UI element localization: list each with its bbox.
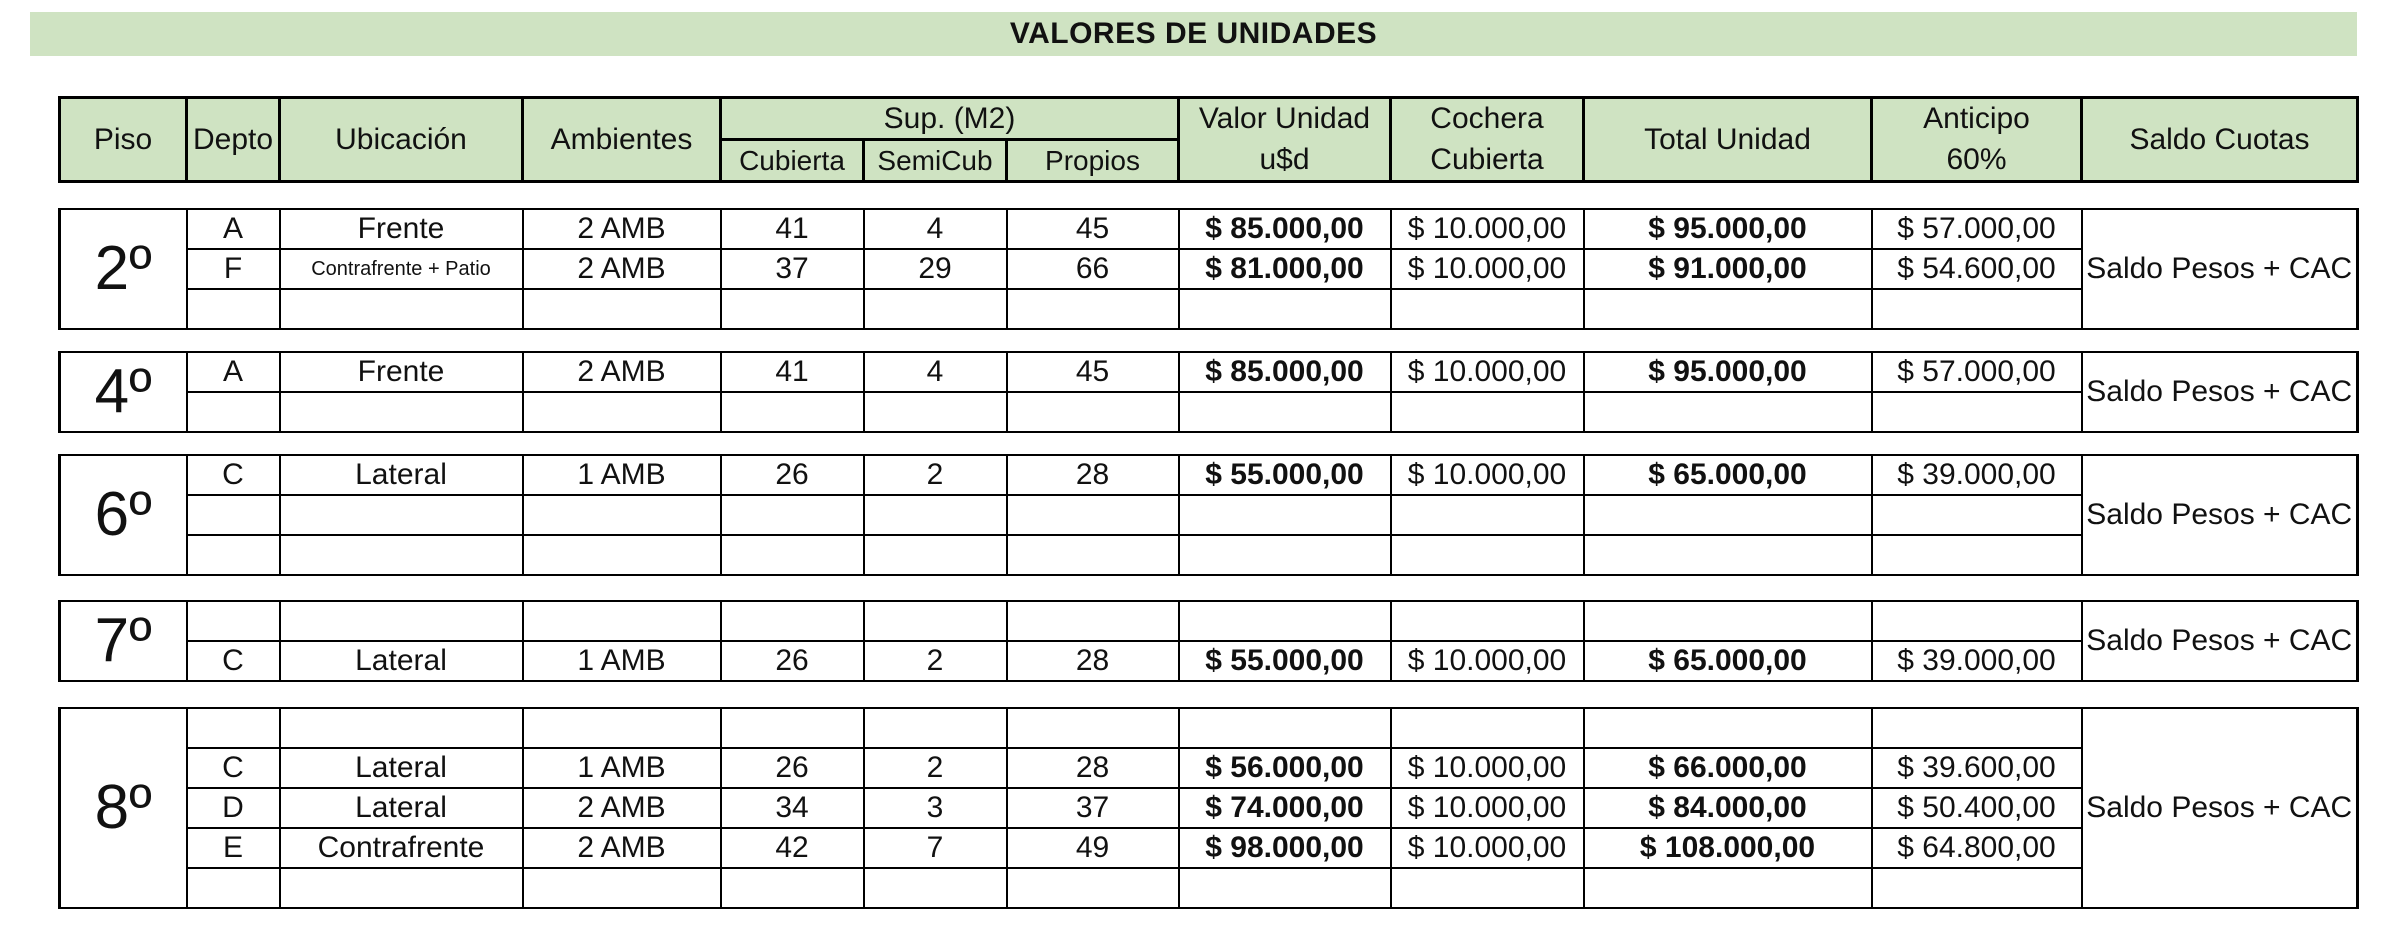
header-cochera-line1: Cochera <box>1430 102 1544 135</box>
cell-propios: 66 <box>1007 249 1179 289</box>
cell-cochera: $ 10.000,00 <box>1391 748 1584 788</box>
cell-propios: 49 <box>1007 828 1179 868</box>
cell-anticipo: $ 54.600,00 <box>1872 249 2082 289</box>
cell-ubicacion: Lateral <box>280 641 523 681</box>
cell-ubicacion: Contrafrente <box>280 828 523 868</box>
cell-semicub: 2 <box>864 455 1007 495</box>
cell-depto: A <box>187 352 280 392</box>
table-row-empty <box>60 708 2358 748</box>
cell-depto: C <box>187 455 280 495</box>
cell-depto: C <box>187 748 280 788</box>
cell-ambientes: 2 AMB <box>523 828 721 868</box>
cell-anticipo: $ 64.800,00 <box>1872 828 2082 868</box>
header-anticipo <box>1872 98 2082 182</box>
cell-ubicacion: Frente <box>280 352 523 392</box>
cell-ambientes: 2 AMB <box>523 352 721 392</box>
header-piso: Piso <box>60 98 187 182</box>
cell-total: $ 66.000,00 <box>1584 748 1872 788</box>
cell-propios: 28 <box>1007 641 1179 681</box>
cell-cochera: $ 10.000,00 <box>1391 641 1584 681</box>
table-row <box>60 352 2358 392</box>
table-row-empty <box>60 868 2358 908</box>
table-row <box>60 455 2358 495</box>
cell-valor: $ 74.000,00 <box>1179 788 1391 828</box>
header-ubicacion: Ubicación <box>280 98 523 182</box>
cell-saldo: Saldo Pesos + CAC <box>2082 352 2358 432</box>
cell-cubierta: 26 <box>721 641 864 681</box>
cell-saldo: Saldo Pesos + CAC <box>2082 601 2358 681</box>
cell-ambientes: 2 AMB <box>523 209 721 249</box>
cell-cubierta: 37 <box>721 249 864 289</box>
table-row <box>60 748 2358 788</box>
cell-anticipo: $ 50.400,00 <box>1872 788 2082 828</box>
header-ambientes: Ambientes <box>523 98 721 182</box>
cell-propios: 45 <box>1007 209 1179 249</box>
cell-semicub: 3 <box>864 788 1007 828</box>
cell-semicub: 29 <box>864 249 1007 289</box>
table-row <box>60 788 2358 828</box>
cell-semicub: 4 <box>864 352 1007 392</box>
floor-label: 7º <box>60 601 187 681</box>
title-bar <box>30 12 2357 56</box>
cell-ubicacion: Contrafrente + Patio <box>280 249 523 289</box>
cell-total: $ 95.000,00 <box>1584 352 1872 392</box>
cell-depto: A <box>187 209 280 249</box>
header-propios: Propios <box>1007 140 1179 182</box>
header-valor-line1: Valor Unidad <box>1198 102 1371 135</box>
cell-cochera: $ 10.000,00 <box>1391 788 1584 828</box>
cell-ambientes: 1 AMB <box>523 748 721 788</box>
header-cochera-line2: Cubierta <box>1430 142 1544 176</box>
cell-cubierta: 34 <box>721 788 864 828</box>
floor-label: 2º <box>60 209 187 329</box>
cell-saldo: Saldo Pesos + CAC <box>2082 708 2358 908</box>
cell-ambientes: 2 AMB <box>523 788 721 828</box>
cell-total: $ 91.000,00 <box>1584 249 1872 289</box>
cell-ubicacion: Lateral <box>280 748 523 788</box>
header-cochera <box>1391 98 1584 182</box>
cell-depto: E <box>187 828 280 868</box>
header-depto: Depto <box>187 98 280 182</box>
cell-propios: 37 <box>1007 788 1179 828</box>
cell-propios: 28 <box>1007 455 1179 495</box>
cell-semicub: 7 <box>864 828 1007 868</box>
table-row-empty <box>60 392 2358 432</box>
cell-depto: C <box>187 641 280 681</box>
cell-propios: 45 <box>1007 352 1179 392</box>
floor-group-8 <box>58 707 2359 909</box>
cell-semicub: 4 <box>864 209 1007 249</box>
cell-cochera: $ 10.000,00 <box>1391 828 1584 868</box>
cell-cubierta: 42 <box>721 828 864 868</box>
header-table <box>58 96 2359 183</box>
cell-ubicacion: Frente <box>280 209 523 249</box>
floor-group-4 <box>58 351 2359 433</box>
table-row-empty <box>60 495 2358 535</box>
cell-valor: $ 81.000,00 <box>1179 249 1391 289</box>
cell-ambientes: 1 AMB <box>523 455 721 495</box>
cell-valor: $ 55.000,00 <box>1179 455 1391 495</box>
cell-anticipo: $ 39.000,00 <box>1872 641 2082 681</box>
cell-cubierta: 41 <box>721 352 864 392</box>
header-anticipo-line2: 60% <box>1946 142 2007 176</box>
cell-saldo: Saldo Pesos + CAC <box>2082 455 2358 575</box>
cell-cubierta: 26 <box>721 455 864 495</box>
cell-ambientes: 2 AMB <box>523 249 721 289</box>
cell-valor: $ 55.000,00 <box>1179 641 1391 681</box>
table-row-empty <box>60 289 2358 329</box>
cell-propios: 28 <box>1007 748 1179 788</box>
header-anticipo-line1: Anticipo <box>1923 102 2030 135</box>
cell-total: $ 65.000,00 <box>1584 641 1872 681</box>
floor-label: 4º <box>60 352 187 432</box>
cell-saldo: Saldo Pesos + CAC <box>2082 209 2358 329</box>
header-cubierta: Cubierta <box>721 140 864 182</box>
cell-total: $ 84.000,00 <box>1584 788 1872 828</box>
cell-valor: $ 85.000,00 <box>1179 352 1391 392</box>
table-row <box>60 209 2358 249</box>
header-saldo: Saldo Cuotas <box>2082 98 2358 182</box>
cell-ubicacion: Lateral <box>280 455 523 495</box>
floor-label: 8º <box>60 708 187 908</box>
cell-total: $ 95.000,00 <box>1584 209 1872 249</box>
cell-depto: F <box>187 249 280 289</box>
table-row-empty <box>60 601 2358 641</box>
cell-cubierta: 41 <box>721 209 864 249</box>
cell-valor: $ 56.000,00 <box>1179 748 1391 788</box>
table-row-empty <box>60 535 2358 575</box>
floor-group-7 <box>58 600 2359 682</box>
cell-anticipo: $ 39.600,00 <box>1872 748 2082 788</box>
page-title: VALORES DE UNIDADES <box>1009 17 1378 50</box>
cell-anticipo: $ 57.000,00 <box>1872 209 2082 249</box>
floor-group-6 <box>58 454 2359 576</box>
floor-group-2 <box>58 208 2359 330</box>
table-row <box>60 641 2358 681</box>
cell-semicub: 2 <box>864 641 1007 681</box>
header-sup: Sup. (M2) <box>721 98 1179 140</box>
cell-depto: D <box>187 788 280 828</box>
cell-anticipo: $ 39.000,00 <box>1872 455 2082 495</box>
cell-anticipo: $ 57.000,00 <box>1872 352 2082 392</box>
header-valor <box>1179 98 1391 182</box>
cell-cochera: $ 10.000,00 <box>1391 455 1584 495</box>
header-total: Total Unidad <box>1584 98 1872 182</box>
cell-total: $ 108.000,00 <box>1584 828 1872 868</box>
cell-cochera: $ 10.000,00 <box>1391 352 1584 392</box>
cell-total: $ 65.000,00 <box>1584 455 1872 495</box>
cell-ubicacion: Lateral <box>280 788 523 828</box>
header-semicub: SemiCub <box>864 140 1007 182</box>
cell-cubierta: 26 <box>721 748 864 788</box>
table-row <box>60 828 2358 868</box>
cell-valor: $ 85.000,00 <box>1179 209 1391 249</box>
cell-ambientes: 1 AMB <box>523 641 721 681</box>
floor-label: 6º <box>60 455 187 575</box>
cell-semicub: 2 <box>864 748 1007 788</box>
header-valor-line2: u$d <box>1259 142 1310 176</box>
cell-valor: $ 98.000,00 <box>1179 828 1391 868</box>
cell-cochera: $ 10.000,00 <box>1391 209 1584 249</box>
table-row <box>60 249 2358 289</box>
cell-cochera: $ 10.000,00 <box>1391 249 1584 289</box>
